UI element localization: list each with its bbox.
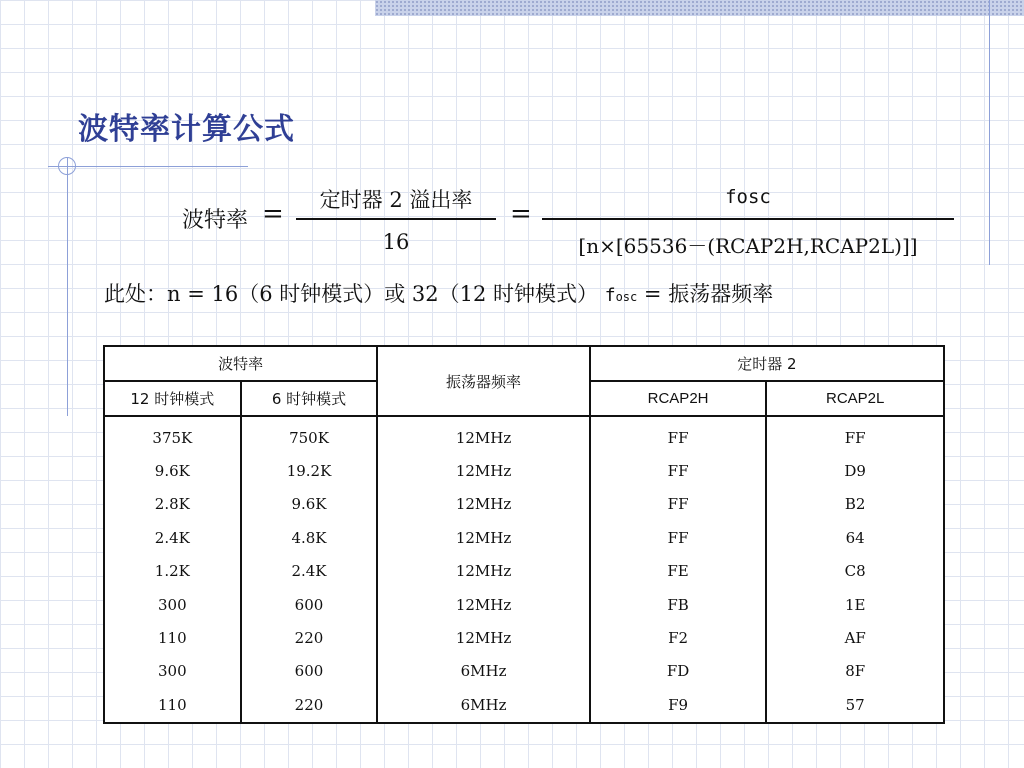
header-12-clock-mode: 12 时钟模式 xyxy=(104,381,241,416)
decorative-right-line xyxy=(989,0,990,265)
header-timer2: 定时器 2 xyxy=(590,346,944,381)
cell-osc-freq: 12MHz xyxy=(377,555,589,588)
cell-osc-freq: 12MHz xyxy=(377,488,589,521)
cell-rcap2h: FF xyxy=(590,521,767,554)
cell-mode12: 2.8K xyxy=(104,488,241,521)
cell-mode6: 19.2K xyxy=(241,454,378,487)
cell-mode12: 1.2K xyxy=(104,555,241,588)
decorative-circle xyxy=(58,157,76,175)
cell-rcap2l: D9 xyxy=(766,454,944,487)
equals-sign-1: = xyxy=(262,199,284,229)
cell-osc-freq: 6MHz xyxy=(377,688,589,722)
cell-mode12: 110 xyxy=(104,688,241,722)
fraction1-numerator: 定时器 2 溢出率 xyxy=(319,188,473,212)
fraction2-bar xyxy=(542,218,954,220)
table-row xyxy=(104,588,944,621)
cell-rcap2l: 8F xyxy=(766,655,944,688)
table-row xyxy=(104,416,944,454)
formula-label: 波特率 xyxy=(182,208,249,233)
fraction2-numerator: fosc xyxy=(725,186,771,208)
cell-osc-freq: 12MHz xyxy=(377,588,589,621)
table-row xyxy=(104,655,944,688)
cell-mode6: 600 xyxy=(241,588,378,621)
cell-osc-freq: 12MHz xyxy=(377,454,589,487)
cell-mode6: 220 xyxy=(241,621,378,654)
cell-mode6: 2.4K xyxy=(241,555,378,588)
cell-mode12: 9.6K xyxy=(104,454,241,487)
cell-osc-freq: 6MHz xyxy=(377,655,589,688)
equals-sign-2: = xyxy=(510,199,532,229)
cell-mode12: 300 xyxy=(104,588,241,621)
cell-mode6: 220 xyxy=(241,688,378,722)
table-body xyxy=(104,416,944,723)
baud-rate-table xyxy=(103,345,945,724)
fraction2-denominator: [n×[65536－(RCAP2H,RCAP2L)]] xyxy=(578,234,918,258)
cell-rcap2h: FE xyxy=(590,555,767,588)
table-row xyxy=(104,688,944,722)
decorative-left-line xyxy=(67,158,68,416)
cell-rcap2h: FD xyxy=(590,655,767,688)
cell-mode6: 4.8K xyxy=(241,521,378,554)
cell-rcap2l: B2 xyxy=(766,488,944,521)
cell-mode12: 300 xyxy=(104,655,241,688)
cell-mode12: 2.4K xyxy=(104,521,241,554)
cell-osc-freq: 12MHz xyxy=(377,416,589,454)
fraction1-denominator: 16 xyxy=(382,230,410,254)
cell-osc-freq: 12MHz xyxy=(377,621,589,654)
cell-rcap2l: 57 xyxy=(766,688,944,722)
table-row xyxy=(104,488,944,521)
cell-rcap2h: F9 xyxy=(590,688,767,722)
cell-rcap2h: FB xyxy=(590,588,767,621)
cell-rcap2l: 1E xyxy=(766,588,944,621)
cell-mode6: 600 xyxy=(241,655,378,688)
cell-osc-freq: 12MHz xyxy=(377,521,589,554)
fraction1-bar xyxy=(296,218,496,220)
header-rcap2h: RCAP2H xyxy=(590,381,767,416)
decorative-top-band xyxy=(375,0,1024,16)
cell-rcap2h: FF xyxy=(590,416,767,454)
fosc-definition: = 振荡器频率 xyxy=(637,282,774,306)
slide-title: 波特率计算公式 xyxy=(78,112,295,147)
cell-rcap2l: 64 xyxy=(766,521,944,554)
cell-rcap2h: FF xyxy=(590,454,767,487)
cell-rcap2l: FF xyxy=(766,416,944,454)
table-row xyxy=(104,521,944,554)
table-row xyxy=(104,621,944,654)
table-row xyxy=(104,454,944,487)
header-baud-rate: 波特率 xyxy=(104,346,377,381)
cell-rcap2l: C8 xyxy=(766,555,944,588)
table-row xyxy=(104,555,944,588)
header-rcap2l: RCAP2L xyxy=(766,381,944,416)
header-6-clock-mode: 6 时钟模式 xyxy=(241,381,378,416)
formula-note xyxy=(104,278,773,308)
cell-rcap2h: FF xyxy=(590,488,767,521)
cell-mode6: 750K xyxy=(241,416,378,454)
cell-mode12: 375K xyxy=(104,416,241,454)
fosc-symbol: fosc xyxy=(604,285,638,306)
header-osc-freq: 振荡器频率 xyxy=(377,346,589,416)
cell-rcap2h: F2 xyxy=(590,621,767,654)
note-text: 此处：n = 16（6 时钟模式）或 32（12 时钟模式） xyxy=(104,282,599,306)
cell-rcap2l: AF xyxy=(766,621,944,654)
decorative-title-underline xyxy=(48,166,248,167)
cell-mode6: 9.6K xyxy=(241,488,378,521)
cell-mode12: 110 xyxy=(104,621,241,654)
